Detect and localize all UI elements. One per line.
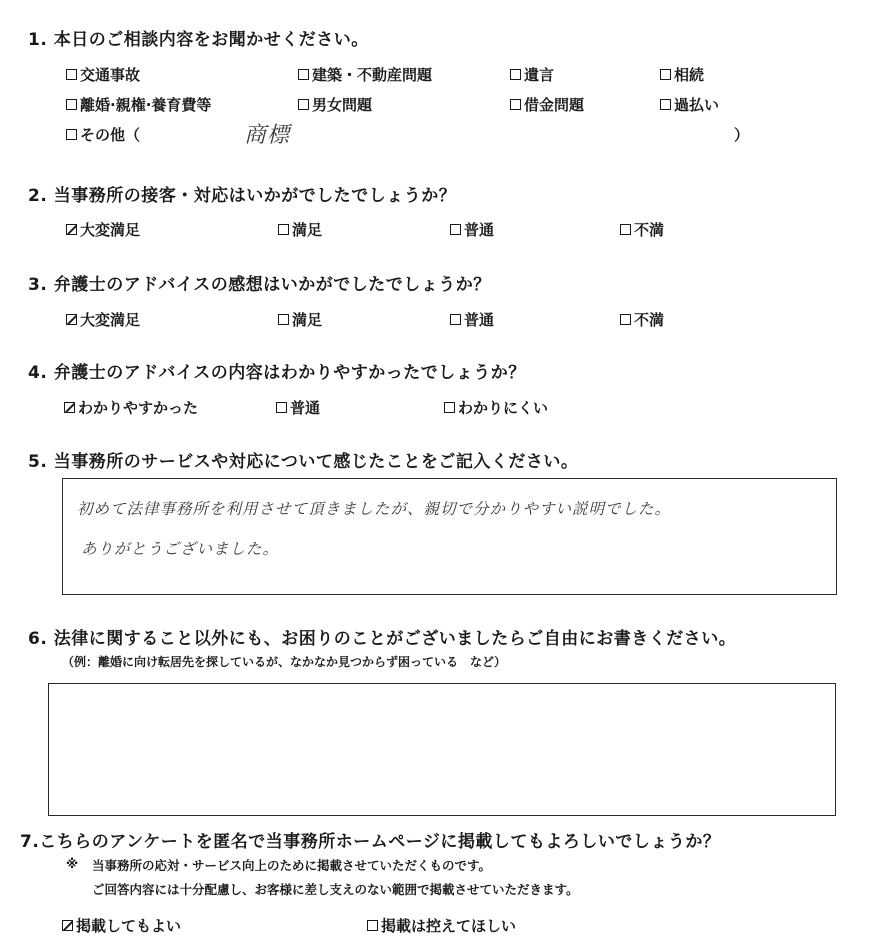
checkbox-icon[interactable] bbox=[450, 224, 461, 235]
checkbox-icon[interactable] bbox=[298, 99, 309, 110]
checkbox-icon[interactable] bbox=[278, 314, 289, 325]
q6-title: 6. 法律に関すること以外にも、お困りのことがございましたらご自由にお書きください。 bbox=[28, 629, 737, 649]
checked-checkbox-icon[interactable] bbox=[64, 402, 75, 413]
q6-answer-box[interactable] bbox=[48, 683, 836, 816]
q2-option-dissatisfied[interactable]: 不満 bbox=[620, 219, 664, 240]
q4-title: 4. 弁護士のアドバイスの内容はわかりやすかったでしょうか？ bbox=[28, 363, 526, 383]
q7-title: 7.こちらのアンケートを匿名で当事務所ホームページに掲載してもよろしいでしょうか？ bbox=[20, 832, 721, 852]
q3-option-very-satisfied[interactable]: 大変満足 bbox=[66, 309, 140, 330]
checkbox-icon[interactable] bbox=[510, 69, 521, 80]
q7-note-mark: ※ bbox=[66, 856, 79, 871]
q4-option-unclear[interactable]: わかりにくい bbox=[444, 397, 548, 418]
checkbox-icon[interactable] bbox=[298, 69, 309, 80]
checkbox-icon[interactable] bbox=[278, 224, 289, 235]
q4-option-normal[interactable]: 普通 bbox=[276, 397, 320, 418]
q1-option-inheritance[interactable]: 相続 bbox=[660, 64, 704, 85]
q1-option-gender[interactable]: 男女問題 bbox=[298, 94, 372, 115]
q1-option-construction[interactable]: 建築・不動産問題 bbox=[298, 64, 432, 85]
checked-checkbox-icon[interactable] bbox=[66, 224, 77, 235]
checked-checkbox-icon[interactable] bbox=[66, 314, 77, 325]
q3-title: 3. 弁護士のアドバイスの感想はいかがでしたでしょうか？ bbox=[28, 275, 491, 295]
q2-title: 2. 当事務所の接客・対応はいかがでしたでしょうか？ bbox=[28, 186, 457, 206]
checkbox-icon[interactable] bbox=[66, 99, 77, 110]
q5-answer-line-1: 初めて法律事務所を利用させて頂きましたが、親切で分かりやすい説明でした。 bbox=[77, 500, 672, 518]
q1-option-divorce[interactable]: 離婚·親権·養育費等 bbox=[66, 94, 211, 115]
q1-title: 1. 本日のご相談内容をお聞かせください。 bbox=[28, 30, 369, 50]
checkbox-icon[interactable] bbox=[444, 402, 455, 413]
checkbox-icon[interactable] bbox=[367, 920, 378, 931]
checked-checkbox-icon[interactable] bbox=[62, 920, 73, 931]
q2-option-normal[interactable]: 普通 bbox=[450, 219, 494, 240]
checkbox-icon[interactable] bbox=[620, 314, 631, 325]
q5-title: 5. 当事務所のサービスや対応について感じたことをご記入ください。 bbox=[28, 452, 579, 472]
q7-note-1: 当事務所の応対・サービス向上のために掲載させていただくものです。 bbox=[92, 858, 492, 873]
q3-option-dissatisfied[interactable]: 不満 bbox=[620, 309, 664, 330]
q1-option-traffic[interactable]: 交通事故 bbox=[66, 64, 140, 85]
q1-option-will[interactable]: 遺言 bbox=[510, 64, 554, 85]
q1-option-overpayment[interactable]: 過払い bbox=[660, 94, 719, 115]
q1-other-close-paren: ） bbox=[734, 126, 750, 144]
q6-example: （例：離婚に向け転居先を探しているが、なかなか見つからず困っている など） bbox=[62, 655, 507, 669]
q5-answer-line-2: ありがとうございました。 bbox=[81, 540, 280, 558]
q7-note-2: ご回答内容には十分配慮し、お客様に差し支えのない範囲で掲載させていただきます。 bbox=[92, 882, 579, 897]
q1-option-debt[interactable]: 借金問題 bbox=[510, 94, 584, 115]
q7-option-decline[interactable]: 掲載は控えてほしい bbox=[367, 915, 516, 936]
checkbox-icon[interactable] bbox=[510, 99, 521, 110]
q2-option-satisfied[interactable]: 満足 bbox=[278, 219, 322, 240]
q1-other-answer[interactable]: 商標 bbox=[244, 123, 291, 148]
q7-option-allow[interactable]: 掲載してもよい bbox=[62, 915, 181, 936]
checkbox-icon[interactable] bbox=[660, 99, 671, 110]
q4-option-clear[interactable]: わかりやすかった bbox=[64, 397, 198, 418]
checkbox-icon[interactable] bbox=[66, 129, 77, 140]
q3-option-normal[interactable]: 普通 bbox=[450, 309, 494, 330]
checkbox-icon[interactable] bbox=[276, 402, 287, 413]
q1-option-other[interactable]: その他（ bbox=[66, 124, 140, 145]
q5-answer-box[interactable] bbox=[62, 478, 837, 595]
checkbox-icon[interactable] bbox=[66, 69, 77, 80]
checkbox-icon[interactable] bbox=[660, 69, 671, 80]
checkbox-icon[interactable] bbox=[620, 224, 631, 235]
q2-option-very-satisfied[interactable]: 大変満足 bbox=[66, 219, 140, 240]
checkbox-icon[interactable] bbox=[450, 314, 461, 325]
q3-option-satisfied[interactable]: 満足 bbox=[278, 309, 322, 330]
